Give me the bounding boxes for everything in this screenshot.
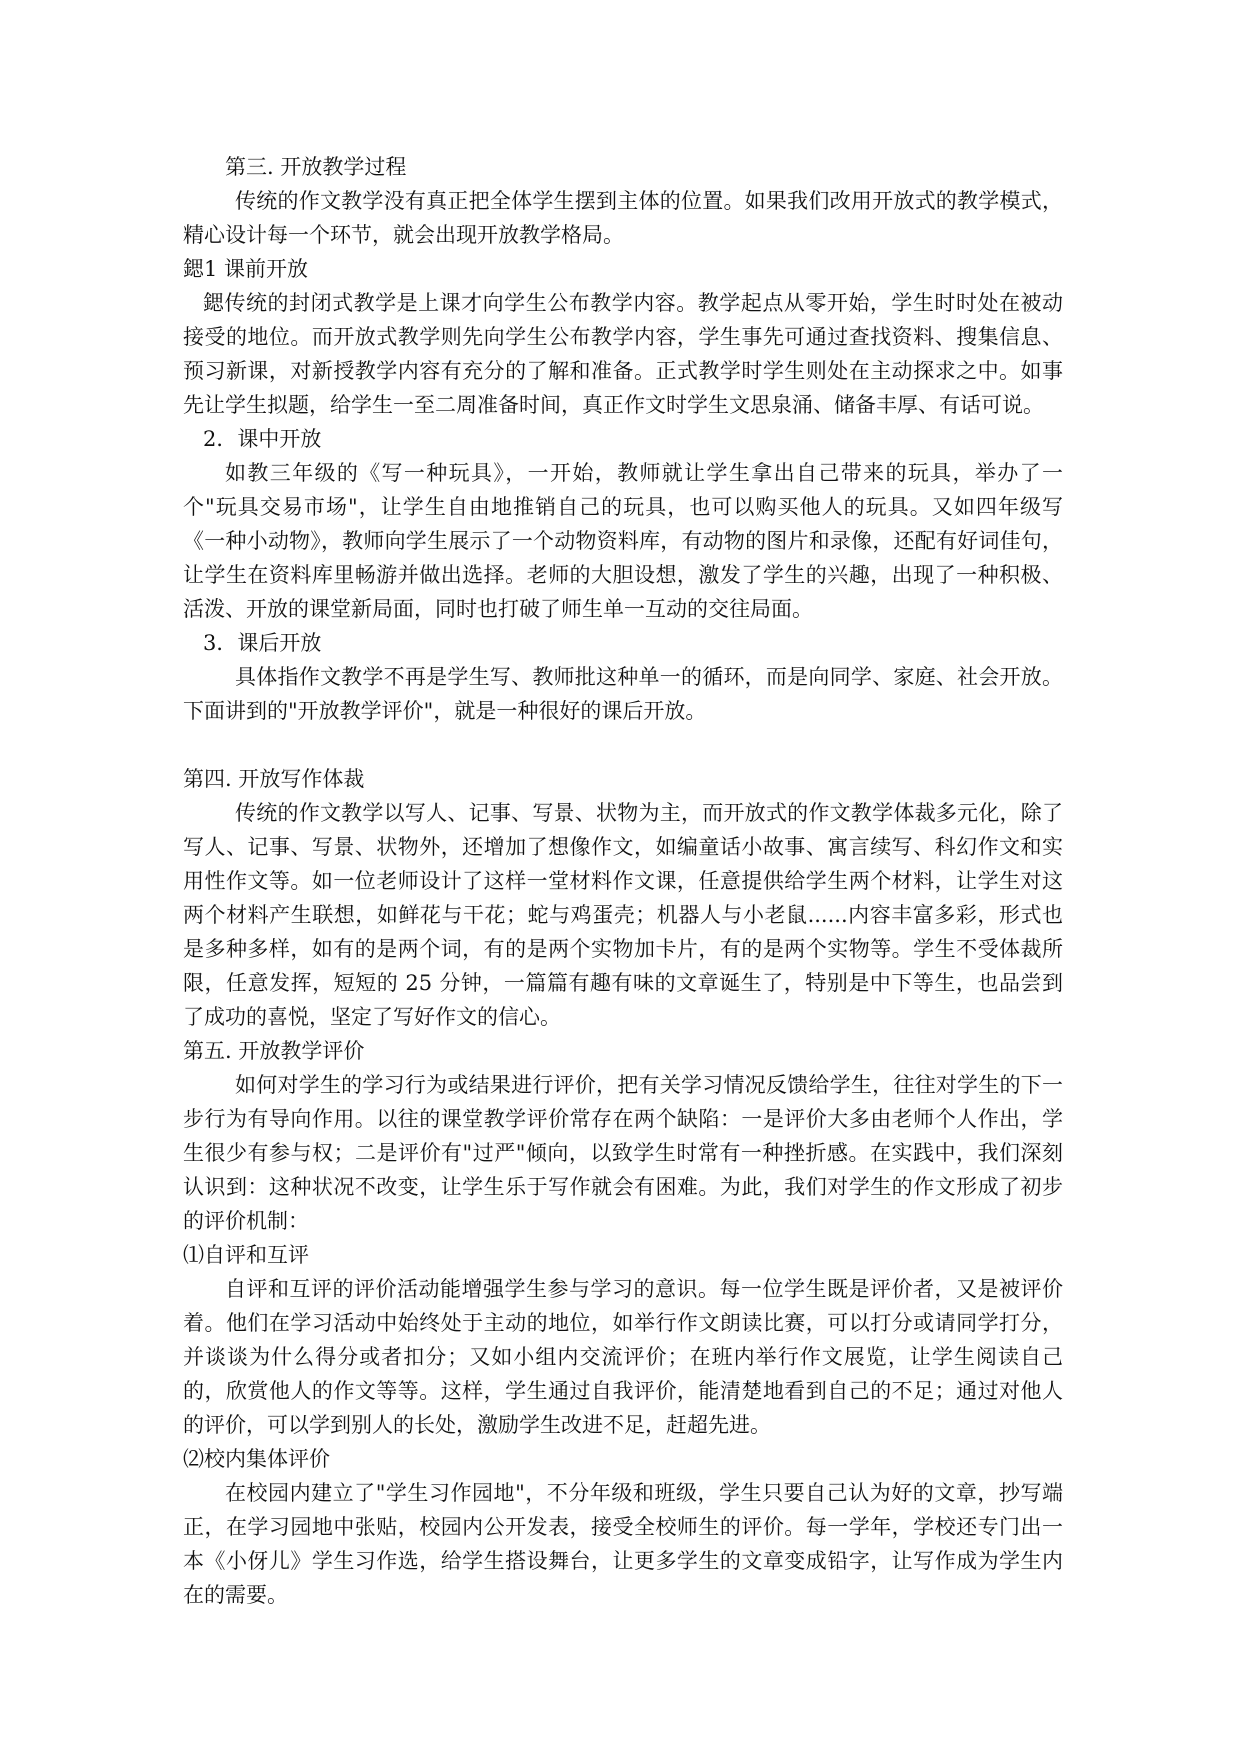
paragraph-5-1: 自评和互评的评价活动能增强学生参与学习的意识。每一位学生既是评价者，又是被评价着。他们在学习活动中始终处于主动的地位，如举行作文朗读比赛，可以打分或请同学打分，并谈谈为什么得分或者扣分；又如小组内交流评价；在班内举行作文展览，让学生阅读自己的，欣赏他人的作文等等。这样，学生通过自我评价，能清楚地看到自己的不足；通过对他人的评价，可以学到别人的长处，激励学生改进不足，赶超先进。: [183, 1277, 1063, 1437]
section-heading-5: 第五. 开放教学评价: [183, 1039, 365, 1063]
subheading-3-1: 鍶1 课前开放: [183, 257, 309, 281]
paragraph-3-2: 如教三年级的《写一种玩具》，一开始，教师就让学生拿出自己带来的玩具，举办了一个"玩具交易市场"，让学生自由地推销自己的玩具，也可以购买他人的玩具。又如四年级写《一种小动物》，教师向学生展示了一个动物资料库，有动物的图片和录像，还配有好词佳句，让学生在资料库里畅游并做出选择。老师的大胆设想，激发了学生的兴趣，出现了一种积极、活泼、开放的课堂新局面，同时也打破了师生单一互动的交往局面。: [183, 461, 1063, 621]
subheading-3-2: 2．课中开放: [203, 427, 322, 451]
paragraph-3-3: 具体指作文教学不再是学生写、教师批这种单一的循环，而是向同学、家庭、社会开放。下面讲到的"开放教学评价"，就是一种很好的课后开放。: [183, 665, 1063, 723]
subheading-5-1: ⑴自评和互评: [183, 1243, 309, 1267]
paragraph-5-2: 在校园内建立了"学生习作园地"，不分年级和班级，学生只要自己认为好的文章，抄写端正，在学习园地中张贴，校园内公开发表，接受全校师生的评价。每一学年，学校还专门出一本《小伢儿》学生习作选，给学生搭设舞台，让更多学生的文章变成铅字，让写作成为学生内在的需要。: [183, 1481, 1063, 1607]
section-heading-4: 第四. 开放写作体裁: [183, 767, 365, 791]
subheading-3-3: 3．课后开放: [203, 631, 322, 655]
paragraph-4: 传统的作文教学以写人、记事、写景、状物为主，而开放式的作文教学体裁多元化，除了写人、记事、写景、状物外，还增加了想像作文，如编童话小故事、寓言续写、科幻作文和实用性作文等。如一位老师设计了这样一堂材料作文课，任意提供给学生两个材料，让学生对这两个材料产生联想，如鲜花与干花；蛇与鸡蛋壳；机器人与小老鼠......内容丰富多彩，形式也是多种多样，如有的是两个词，有的是两个实物加卡片，有的是两个实物等。学生不受体裁所限，任意发挥，短短的 25 分钟，一篇篇有趣有味的文章诞生了，特别是中下等生，也品尝到了成功的喜悦，坚定了写好作文的信心。: [183, 801, 1063, 1029]
document-body: [183, 150, 1063, 1612]
section-heading-3: 第三. 开放教学过程: [225, 155, 407, 179]
blank-line: [183, 728, 1063, 762]
paragraph-3-intro: 传统的作文教学没有真正把全体学生摆到主体的位置。如果我们改用开放式的教学模式，精心设计每一个环节，就会出现开放教学格局。: [183, 189, 1063, 247]
paragraph-3-1: 鍶传统的封闭式教学是上课才向学生公布教学内容。教学起点从零开始，学生时时处在被动接受的地位。而开放式教学则先向学生公布教学内容，学生事先可通过查找资料、搜集信息、预习新课，对新授教学内容有充分的了解和准备。正式教学时学生则处在主动探求之中。如事先让学生拟题，给学生一至二周准备时间，真正作文时学生文思泉涌、储备丰厚、有话可说。: [183, 291, 1063, 417]
paragraph-5: 如何对学生的学习行为或结果进行评价，把有关学习情况反馈给学生，往往对学生的下一步行为有导向作用。以往的课堂教学评价常存在两个缺陷：一是评价大多由老师个人作出，学生很少有参与权；二是评价有"过严"倾向，以致学生时常有一种挫折感。在实践中，我们深刻认识到：这种状况不改变，让学生乐于写作就会有困难。为此，我们对学生的作文形成了初步的评价机制：: [183, 1073, 1063, 1233]
subheading-5-2: ⑵校内集体评价: [183, 1447, 330, 1471]
